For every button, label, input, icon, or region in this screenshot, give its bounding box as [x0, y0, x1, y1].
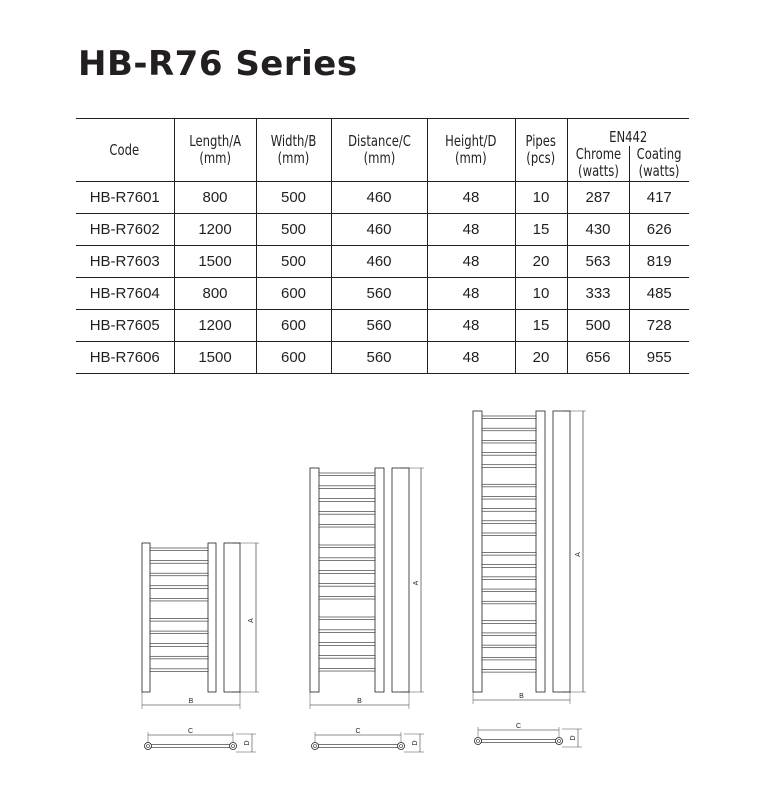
cell-code: HB-R7602	[89, 221, 160, 238]
cell-height: 48	[427, 310, 515, 342]
radiator-2-dim-a-label: A	[413, 580, 420, 586]
radiator-2-pipe	[319, 668, 375, 671]
radiator-1-inner-rail	[208, 543, 216, 692]
cell-chrome: 430	[567, 214, 629, 246]
radiator-2-pipe	[319, 473, 375, 476]
cell-length: 800	[174, 278, 256, 310]
cell-code: HB-R7603	[89, 253, 160, 270]
header-chrome: Chrome (watts)	[567, 146, 629, 182]
cell-distance: 560	[331, 278, 427, 310]
radiator-1-pipe	[150, 598, 208, 601]
radiator-2-dim-d-label: D	[412, 740, 419, 746]
cell-pipes: 15	[515, 310, 567, 342]
cell-height: 48	[427, 246, 515, 278]
cell-distance: 460	[331, 246, 427, 278]
radiator-2-pipe	[319, 596, 375, 599]
cell-coating: 626	[629, 214, 689, 246]
radiator-3-pipe	[482, 657, 536, 660]
radiator-1-plan-collector-right	[230, 743, 237, 750]
radiator-1-pipe	[150, 561, 208, 564]
radiator-3-pipe	[482, 601, 536, 604]
radiator-3-pipe	[482, 521, 536, 524]
radiator-1-plan-bar	[149, 745, 232, 748]
radiator-3-pipe	[482, 577, 536, 580]
radiator-2-pipe	[319, 643, 375, 646]
radiator-2-dim-c-label: C	[355, 728, 361, 735]
radiator-1-pipe	[150, 631, 208, 634]
radiator-2-pipe	[319, 486, 375, 489]
radiator-3-dim-a-label: A	[575, 552, 582, 557]
cell-pipes: 20	[515, 246, 567, 278]
radiator-2-plan-collector-right	[398, 743, 405, 750]
cell-width: 500	[256, 214, 331, 246]
radiator-3-pipe	[482, 633, 536, 636]
radiator-3-pipe	[482, 453, 536, 456]
cell-pipes: 10	[515, 278, 567, 310]
header-width: Width/B (mm)	[256, 119, 331, 182]
cell-length: 1500	[174, 342, 256, 374]
cell-chrome: 500	[567, 310, 629, 342]
radiator-2-pipe	[319, 571, 375, 574]
radiator-2-pipe	[319, 630, 375, 633]
radiator-1-pipe	[150, 619, 208, 622]
radiator-2-inner-rail	[375, 468, 384, 692]
radiator-3-pipe	[482, 621, 536, 624]
radiator-1-pipe	[150, 656, 208, 659]
cell-distance: 460	[331, 214, 427, 246]
header-pipes: Pipes (pcs)	[515, 119, 567, 182]
radiator-3-dim-d-label: D	[570, 735, 577, 741]
cell-code: HB-R7601	[89, 189, 160, 206]
radiator-2-left-rail	[310, 468, 319, 692]
radiator-1-pipe	[150, 573, 208, 576]
cell-width: 500	[256, 182, 331, 214]
radiator-2-dim-b-label: B	[357, 698, 362, 705]
radiator-1-plan-collector-left	[145, 743, 152, 750]
cell-height: 48	[427, 214, 515, 246]
radiator-2-pipe	[319, 656, 375, 659]
cell-chrome: 563	[567, 246, 629, 278]
cell-code: HB-R7606	[89, 349, 160, 366]
cell-distance: 460	[331, 182, 427, 214]
cell-width: 600	[256, 342, 331, 374]
radiator-3-pipe	[482, 533, 536, 536]
radiator-1-pipe	[150, 548, 208, 551]
radiator-3-left-rail	[473, 411, 482, 692]
radiator-2-pipe	[319, 545, 375, 548]
radiator-1-right-rail	[224, 543, 240, 692]
cell-chrome: 287	[567, 182, 629, 214]
cell-length: 800	[174, 182, 256, 214]
cell-pipes: 10	[515, 182, 567, 214]
cell-width: 600	[256, 278, 331, 310]
radiator-2-pipe	[319, 584, 375, 587]
radiator-3-pipe	[482, 553, 536, 556]
radiator-3-pipe	[482, 496, 536, 499]
radiator-1-dim-b-label: B	[188, 698, 194, 705]
cell-code: HB-R7604	[89, 285, 160, 302]
cell-height: 48	[427, 342, 515, 374]
radiator-2-right-rail	[392, 468, 409, 692]
header-distance: Distance/C (mm)	[331, 119, 427, 182]
radiator-2-pipe	[319, 524, 375, 527]
radiator-2-pipe	[319, 558, 375, 561]
radiator-1-dim-c-label: C	[187, 728, 194, 735]
cell-pipes: 20	[515, 342, 567, 374]
radiator-3-pipe	[482, 565, 536, 568]
radiator-2-pipe	[319, 499, 375, 502]
radiator-3-pipe	[482, 645, 536, 648]
radiator-3-pipe	[482, 465, 536, 468]
header-en442: EN442	[567, 119, 689, 146]
cell-width: 600	[256, 310, 331, 342]
radiator-3-pipe	[482, 428, 536, 431]
radiator-1-dim-d-label: D	[244, 740, 251, 746]
radiator-3-inner-rail	[536, 411, 545, 692]
radiator-3-pipe	[482, 440, 536, 443]
page-title: HB-R76 Series	[78, 44, 358, 84]
cell-height: 48	[427, 278, 515, 310]
radiator-1-pipe	[150, 669, 208, 672]
radiator-1-dim-a-label: A	[248, 618, 255, 623]
radiator-3-pipe	[482, 589, 536, 592]
cell-length: 1200	[174, 214, 256, 246]
cell-width: 500	[256, 246, 331, 278]
radiator-3-right-rail	[553, 411, 570, 692]
cell-length: 1500	[174, 246, 256, 278]
header-code: Code	[109, 140, 140, 159]
radiator-3-pipe	[482, 670, 536, 673]
radiator-2-plan-collector-left	[312, 743, 319, 750]
cell-chrome: 656	[567, 342, 629, 374]
radiator-3-pipe	[482, 416, 536, 419]
cell-chrome: 333	[567, 278, 629, 310]
radiator-3-pipe	[482, 484, 536, 487]
radiator-2-pipe	[319, 617, 375, 620]
radiator-2-pipe	[319, 512, 375, 515]
radiator-3-pipe	[482, 509, 536, 512]
cell-pipes: 15	[515, 214, 567, 246]
radiator-1-pipe	[150, 644, 208, 647]
cell-coating: 955	[629, 342, 689, 374]
radiator-1-left-rail	[142, 543, 150, 692]
radiator-3-plan-bar	[479, 740, 558, 743]
cell-coating: 728	[629, 310, 689, 342]
radiator-2-plan-bar	[316, 745, 400, 748]
radiator-3-dim-c-label: C	[515, 723, 522, 730]
radiator-3-plan-collector-right	[556, 738, 563, 745]
cell-height: 48	[427, 182, 515, 214]
radiator-3-dim-b-label: B	[519, 693, 524, 700]
cell-coating: 485	[629, 278, 689, 310]
cell-distance: 560	[331, 342, 427, 374]
cell-code: HB-R7605	[89, 317, 160, 334]
radiator-3-plan-collector-left	[475, 738, 482, 745]
cell-coating: 819	[629, 246, 689, 278]
header-coating: Coating (watts)	[629, 146, 689, 182]
cell-coating: 417	[629, 182, 689, 214]
header-height: Height/D (mm)	[427, 119, 515, 182]
cell-distance: 560	[331, 310, 427, 342]
cell-length: 1200	[174, 310, 256, 342]
radiator-1-pipe	[150, 586, 208, 589]
header-length: Length/A (mm)	[174, 119, 256, 182]
